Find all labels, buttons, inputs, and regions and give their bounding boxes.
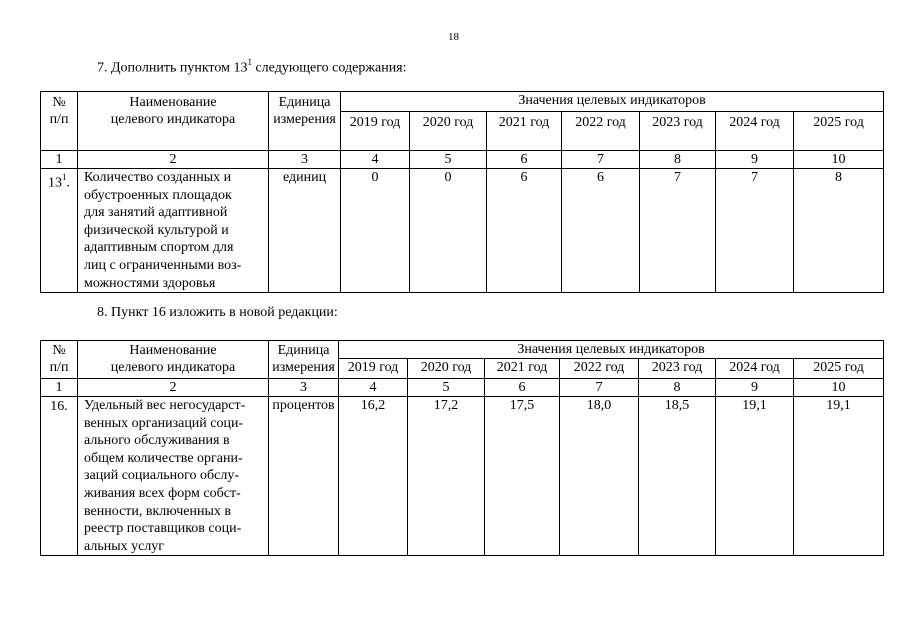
year-cell: 2021 год: [485, 359, 560, 379]
indicator-name-line: живания всех форм собст-: [84, 485, 241, 501]
column-number: 2: [78, 379, 269, 397]
header-number-line1: №: [52, 343, 66, 358]
section-7-text-before: 7. Дополнить пунктом 13: [97, 60, 248, 76]
unit-cell: процентов: [269, 397, 339, 556]
year-cell: 2025 год: [794, 359, 884, 379]
header-number-line2: п/п: [49, 360, 69, 375]
header-unit-line1: Единица: [277, 343, 330, 358]
indicator-name-line: Удельный вес негосударст-: [84, 398, 246, 413]
header-values-title: Значения целевых индикаторов: [341, 92, 884, 112]
column-number: 5: [410, 151, 487, 169]
table-row: [41, 397, 884, 556]
indicator-name-cell: [78, 169, 269, 293]
header-unit-line1: Единица: [278, 95, 331, 110]
indicator-name-line: общем количестве органи-: [84, 450, 243, 466]
year-cell: 2023 год: [639, 359, 716, 379]
row-number: 13: [48, 175, 62, 191]
header-name-line2: целевого индикатора: [110, 360, 236, 375]
value-cell: 18,0: [560, 397, 639, 556]
unit-cell: единиц: [269, 169, 341, 293]
indicator-name-line: альных услуг: [84, 538, 165, 554]
column-number: 10: [794, 379, 884, 397]
indicator-name-line: венности, включенных в: [84, 503, 231, 519]
year-cell: 2021 год: [487, 112, 562, 151]
column-number: 9: [716, 151, 794, 169]
header-unit-line2: измерения: [273, 112, 336, 127]
indicator-name-cell: [78, 397, 269, 556]
year-cell: 2024 год: [716, 359, 794, 379]
column-number: 1: [41, 151, 78, 169]
year-cell: 2022 год: [560, 359, 639, 379]
header-number-line1: №: [52, 95, 66, 110]
value-cell: 19,1: [794, 397, 884, 556]
row-number-suffix: .: [66, 175, 70, 191]
indicator-name-line: Количество созданных и: [84, 170, 232, 185]
indicator-name-line: лиц с ограниченными воз-: [84, 257, 242, 273]
value-cell: 8: [794, 169, 884, 293]
header-name-line2: целевого индикатора: [110, 112, 236, 127]
table-indicator-16: [40, 340, 884, 556]
column-number: 8: [640, 151, 716, 169]
column-number: 3: [269, 379, 339, 397]
value-cell: 18,5: [639, 397, 716, 556]
section-7-text-after: следующего содержания:: [251, 60, 407, 76]
indicator-name-line: адаптивным спортом для: [84, 240, 234, 256]
header-name-line1: Наименование: [129, 95, 217, 110]
value-cell: 7: [716, 169, 794, 293]
column-number: 4: [341, 151, 410, 169]
value-cell: 16,2: [339, 397, 408, 556]
value-cell: 17,5: [485, 397, 560, 556]
header-unit-cell: [269, 341, 339, 379]
year-cell: 2020 год: [408, 359, 485, 379]
column-number: 7: [560, 379, 639, 397]
header-unit-cell: [269, 92, 341, 151]
section-7-superscript: 1: [247, 57, 252, 67]
row-number: 16.: [41, 397, 78, 556]
column-number: 10: [794, 151, 884, 169]
indicator-name-line: ального обслуживания в: [84, 433, 230, 449]
header-name-cell: [78, 341, 269, 379]
row-number-superscript: 1: [62, 172, 67, 182]
header-number-cell: [41, 341, 78, 379]
column-number: 3: [269, 151, 341, 169]
table-header-row: [41, 92, 884, 112]
column-number: 6: [487, 151, 562, 169]
table-row: [41, 169, 884, 293]
indicator-name-line: физической культурой и: [84, 222, 229, 238]
column-number: 1: [41, 379, 78, 397]
year-cell: 2020 год: [410, 112, 487, 151]
row-number-cell: [41, 169, 78, 293]
header-name-cell: [78, 92, 269, 151]
header-values-title: Значения целевых индикаторов: [339, 341, 884, 359]
indicator-name-line: заций социального обслу-: [84, 468, 239, 484]
indicator-name-line: можностями здоровья: [84, 275, 216, 291]
section-8-heading: 8. Пункт 16 изложить в новой редакции:: [97, 305, 338, 320]
indicator-name-line: для занятий адаптивной: [84, 205, 228, 221]
year-cell: 2025 год: [794, 112, 884, 151]
column-number: 2: [78, 151, 269, 169]
section-7-heading: [97, 58, 407, 77]
column-number: 4: [339, 379, 408, 397]
indicator-name-line: венных организаций соци-: [84, 415, 244, 431]
column-numbers-row: [41, 379, 884, 397]
column-number: 6: [485, 379, 560, 397]
year-cell: 2022 год: [562, 112, 640, 151]
value-cell: 17,2: [408, 397, 485, 556]
header-number-line2: п/п: [49, 112, 69, 127]
year-cell: 2019 год: [341, 112, 410, 151]
indicator-name-line: обустроенных площадок: [84, 187, 232, 203]
indicator-name-line: реестр поставщиков соци-: [84, 521, 242, 537]
table-header-row: [41, 341, 884, 359]
year-cell: 2024 год: [716, 112, 794, 151]
header-name-line1: Наименование: [129, 343, 217, 358]
value-cell: 6: [562, 169, 640, 293]
value-cell: 6: [487, 169, 562, 293]
header-number-cell: [41, 92, 78, 151]
page-number: 18: [448, 31, 459, 43]
column-numbers-row: [41, 151, 884, 169]
column-number: 8: [639, 379, 716, 397]
year-cell: 2023 год: [640, 112, 716, 151]
value-cell: 19,1: [716, 397, 794, 556]
value-cell: 0: [410, 169, 487, 293]
header-unit-line2: измерения: [272, 360, 335, 375]
year-cell: 2019 год: [339, 359, 408, 379]
value-cell: 0: [341, 169, 410, 293]
column-number: 5: [408, 379, 485, 397]
column-number: 9: [716, 379, 794, 397]
column-number: 7: [562, 151, 640, 169]
value-cell: 7: [640, 169, 716, 293]
table-indicator-13-1: [40, 91, 884, 293]
